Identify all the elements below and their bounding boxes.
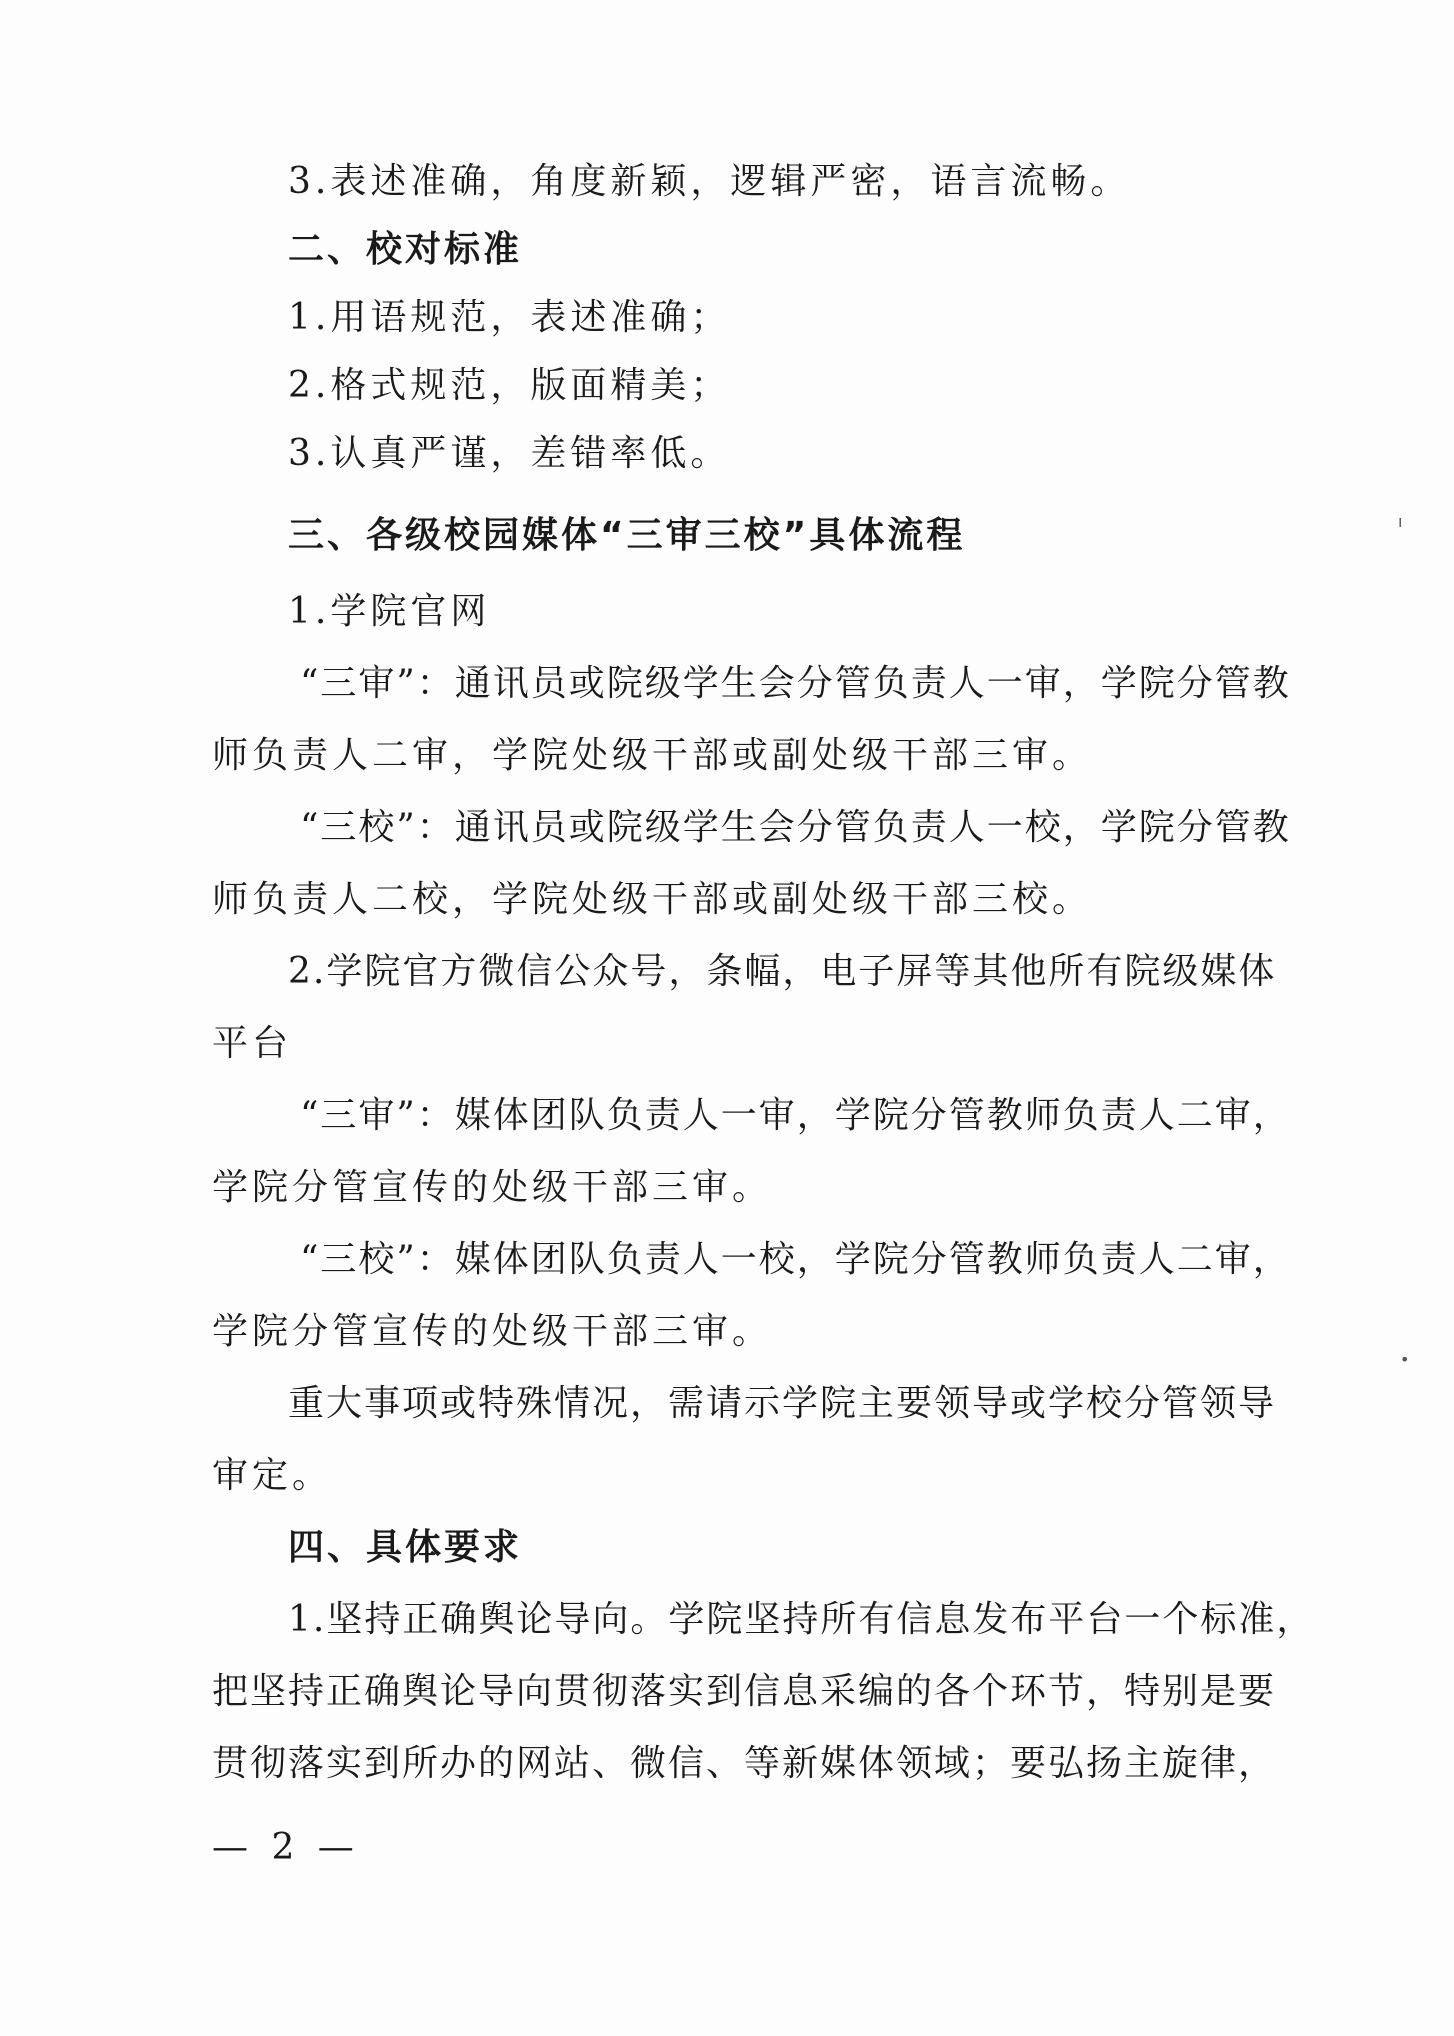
- text-line: 2.学院官方微信公众号，条幅，电子屏等其他所有院级媒体: [288, 951, 1277, 992]
- text-line: 学院分管宣传的处级干部三审。: [212, 1311, 773, 1352]
- scan-speck: •: [1400, 1350, 1410, 1369]
- text-line: “三审”：媒体团队负责人一审，学院分管教师负责人二审，: [300, 1095, 1291, 1136]
- page-number: — 2 —: [212, 1827, 360, 1868]
- text-line: 1.坚持正确舆论导向。学院坚持所有信息发布平台一个标准，: [288, 1599, 1315, 1640]
- section-heading: 四、具体要求: [288, 1527, 523, 1568]
- text-line: 师负责人二校，学院处级干部或副处级干部三校。: [212, 879, 1093, 920]
- text-line: “三审”：通讯员或院级学生会分管负责人一审，学院分管教: [300, 663, 1291, 704]
- text-line: 1.用语规范，表述准确；: [288, 297, 731, 338]
- text-line: 师负责人二审，学院处级干部或副处级干部三审。: [212, 735, 1093, 776]
- text-line: “三校”：通讯员或院级学生会分管负责人一校，学院分管教: [300, 807, 1291, 848]
- text-line: 审定。: [212, 1455, 333, 1496]
- text-line: 3.认真严谨，差错率低。: [288, 433, 731, 474]
- text-line: “三校”：媒体团队负责人一校，学院分管教师负责人二审，: [300, 1239, 1291, 1280]
- text-line: 平台: [212, 1023, 293, 1064]
- scan-speck: ı: [1398, 512, 1403, 531]
- text-line: 学院分管宣传的处级干部三审。: [212, 1167, 773, 1208]
- section-heading: 三、各级校园媒体“三审三校”具体流程: [288, 515, 966, 556]
- text-line: 贯彻落实到所办的网站、微信、等新媒体领域；要弘扬主旋律，: [212, 1743, 1277, 1784]
- text-line: 2.格式规范，版面精美；: [288, 365, 731, 406]
- section-heading: 二、校对标准: [288, 229, 523, 270]
- text-line: 3.表述准确，角度新颖，逻辑严密，语言流畅。: [288, 161, 1131, 202]
- text-line: 重大事项或特殊情况，需请示学院主要领导或学校分管领导: [288, 1383, 1277, 1424]
- text-line: 1.学院官网: [288, 591, 491, 632]
- text-line: 把坚持正确舆论导向贯彻落实到信息采编的各个环节，特别是要: [212, 1671, 1277, 1712]
